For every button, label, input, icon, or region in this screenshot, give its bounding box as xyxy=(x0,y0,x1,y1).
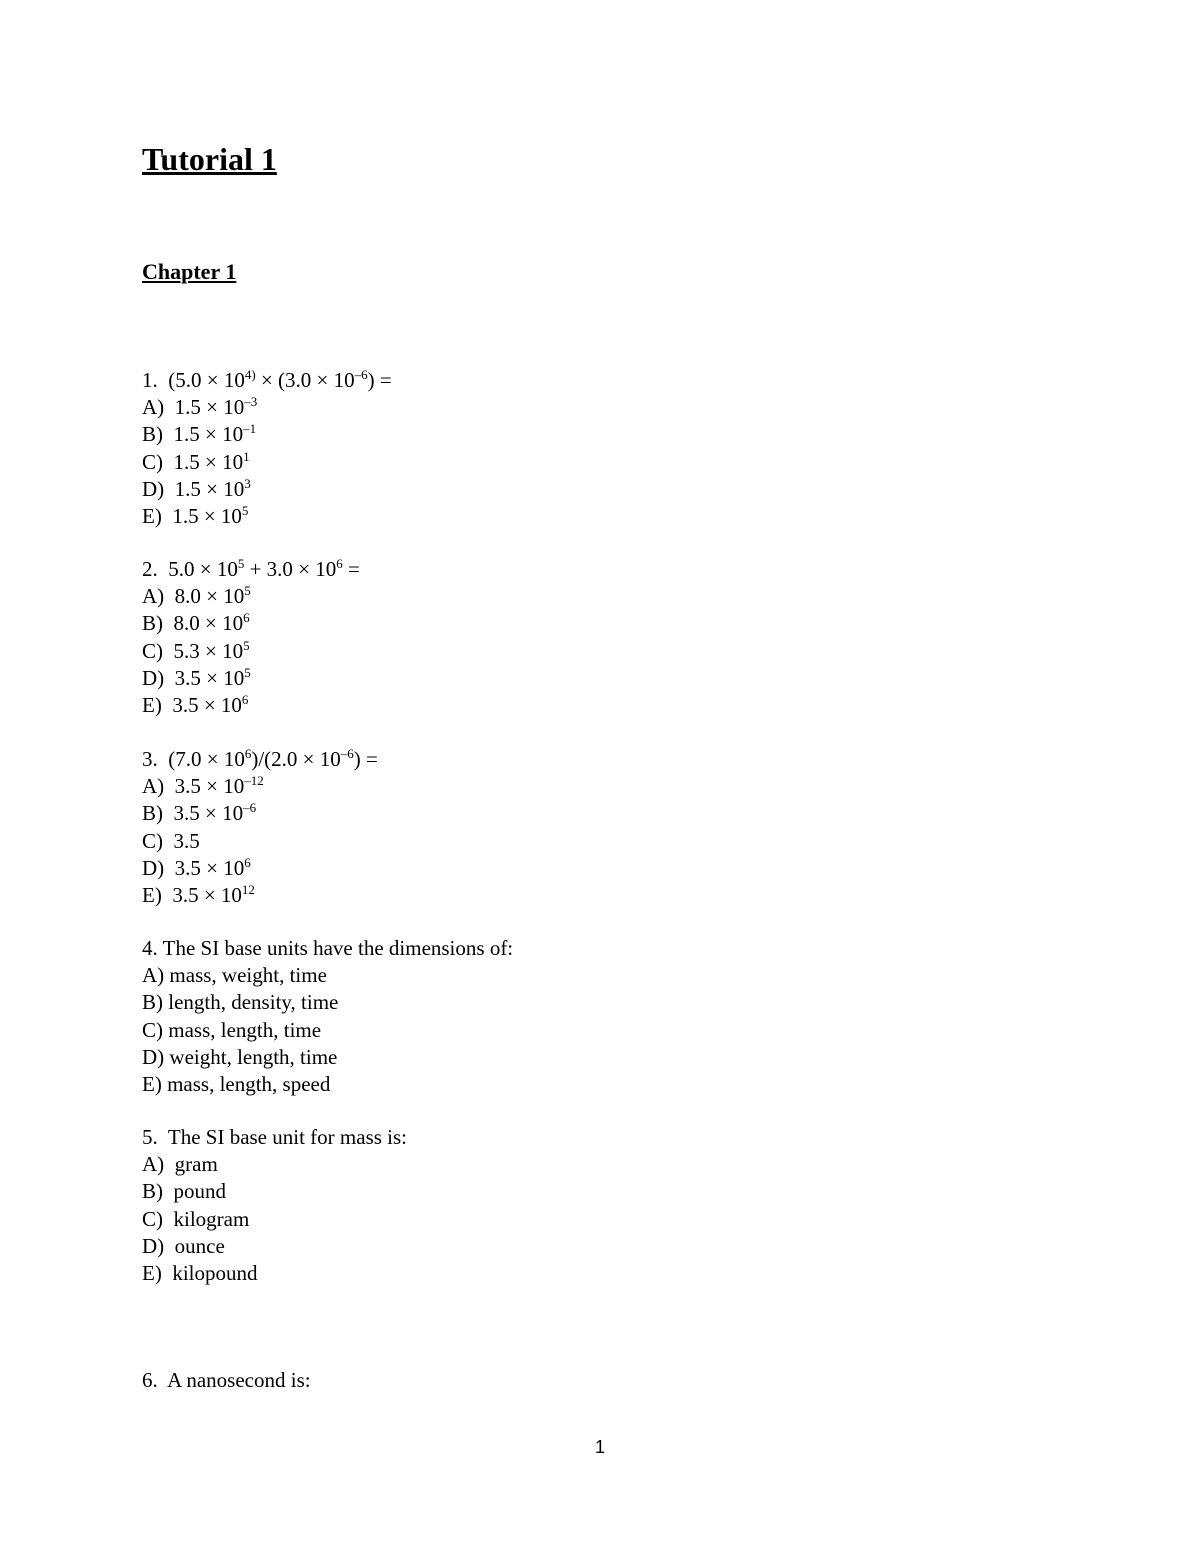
question-stem: 4. The SI base units have the dimensions of: xyxy=(142,936,514,960)
question-stem: 1. ($5.0 \times 10^{4)} \times (3.0 \times 10^{-6})$ = xyxy=(142,367,392,392)
question-stem: 6. A nanosecond is: xyxy=(142,1368,311,1392)
question-stem: 5. The SI base unit for mass is: xyxy=(142,1125,408,1149)
question-stem: 3. $(7.0 \times 10^6)/(2.0 \times 10^{-6})$ = xyxy=(142,746,378,771)
answer-option: A) mass, weight, time xyxy=(142,963,327,987)
answer-option: B) $3.5 \times 10^{-6}$ xyxy=(142,800,257,825)
answer-option: D) $3.5 \times 10^5$ xyxy=(142,665,251,690)
exponent: 4) xyxy=(244,367,256,382)
answer-option: C) $1.5 \times 10^1$ xyxy=(142,449,250,474)
answer-option: E) mass, length, speed xyxy=(142,1072,331,1096)
exponent: 5 xyxy=(237,556,245,571)
answer-option: E) $3.5 \times 10^{12}$ xyxy=(142,882,255,907)
answer-option: A) $1.5 \times 10^{-3}$ xyxy=(142,394,258,419)
answer-option: C) $5.3 \times 10^5$ xyxy=(142,638,250,663)
answer-option: B) $8.0 \times 10^6$ xyxy=(142,610,250,635)
exponent: –3 xyxy=(244,394,258,409)
answer-option: C) kilogram xyxy=(142,1207,250,1231)
answer-option: D) weight, length, time xyxy=(142,1045,338,1069)
exponent: –6 xyxy=(340,746,354,761)
answer-option: C) 3.5 xyxy=(142,829,200,853)
answer-option: C) mass, length, time xyxy=(142,1018,322,1042)
exponent: 5 xyxy=(244,665,251,680)
answer-option: A) gram xyxy=(142,1152,218,1176)
exponent: 5 xyxy=(243,638,250,653)
exponent: –12 xyxy=(244,773,264,788)
exponent: 12 xyxy=(241,882,255,897)
answer-option: E) $1.5 \times 10^5$ xyxy=(142,503,249,528)
exponent: 5 xyxy=(241,503,249,518)
question-stem: 2. $5.0 \times 10^5 + 3.0 \times 10^6$ = xyxy=(142,556,360,581)
exponent: 6 xyxy=(243,610,250,625)
answer-option: D) $1.5 \times 10^3$ xyxy=(142,476,251,501)
exponent: 6 xyxy=(241,692,249,707)
exponent: 6 xyxy=(336,556,343,571)
answer-option: D) $3.5 \times 10^6$ xyxy=(142,855,251,880)
exponent: 6 xyxy=(244,855,251,870)
exponent: –6 xyxy=(243,800,257,815)
exponent: 1 xyxy=(243,449,250,464)
answer-option: B) $1.5 \times 10^{-1}$ xyxy=(142,421,257,446)
exponent: 5 xyxy=(244,583,251,598)
page-title: Tutorial 1 xyxy=(142,141,277,177)
answer-option: E) kilopound xyxy=(142,1261,258,1285)
page-number: 1 xyxy=(594,1437,605,1457)
exponent: 6 xyxy=(244,746,252,761)
answer-option: B) length, density, time xyxy=(142,990,339,1014)
answer-option: E) $3.5 \times 10^6$ xyxy=(142,692,249,717)
chapter-heading: Chapter 1 xyxy=(142,259,237,284)
answer-option: A) $8.0 \times 10^5$ xyxy=(142,583,251,608)
exponent: –6 xyxy=(354,367,368,382)
exponent: 3 xyxy=(244,476,251,491)
answer-option: D) ounce xyxy=(142,1234,225,1258)
answer-option: A) $3.5 \times 10^{-12}$ xyxy=(142,773,264,798)
exponent: –1 xyxy=(243,421,257,436)
answer-option: B) pound xyxy=(142,1179,226,1203)
